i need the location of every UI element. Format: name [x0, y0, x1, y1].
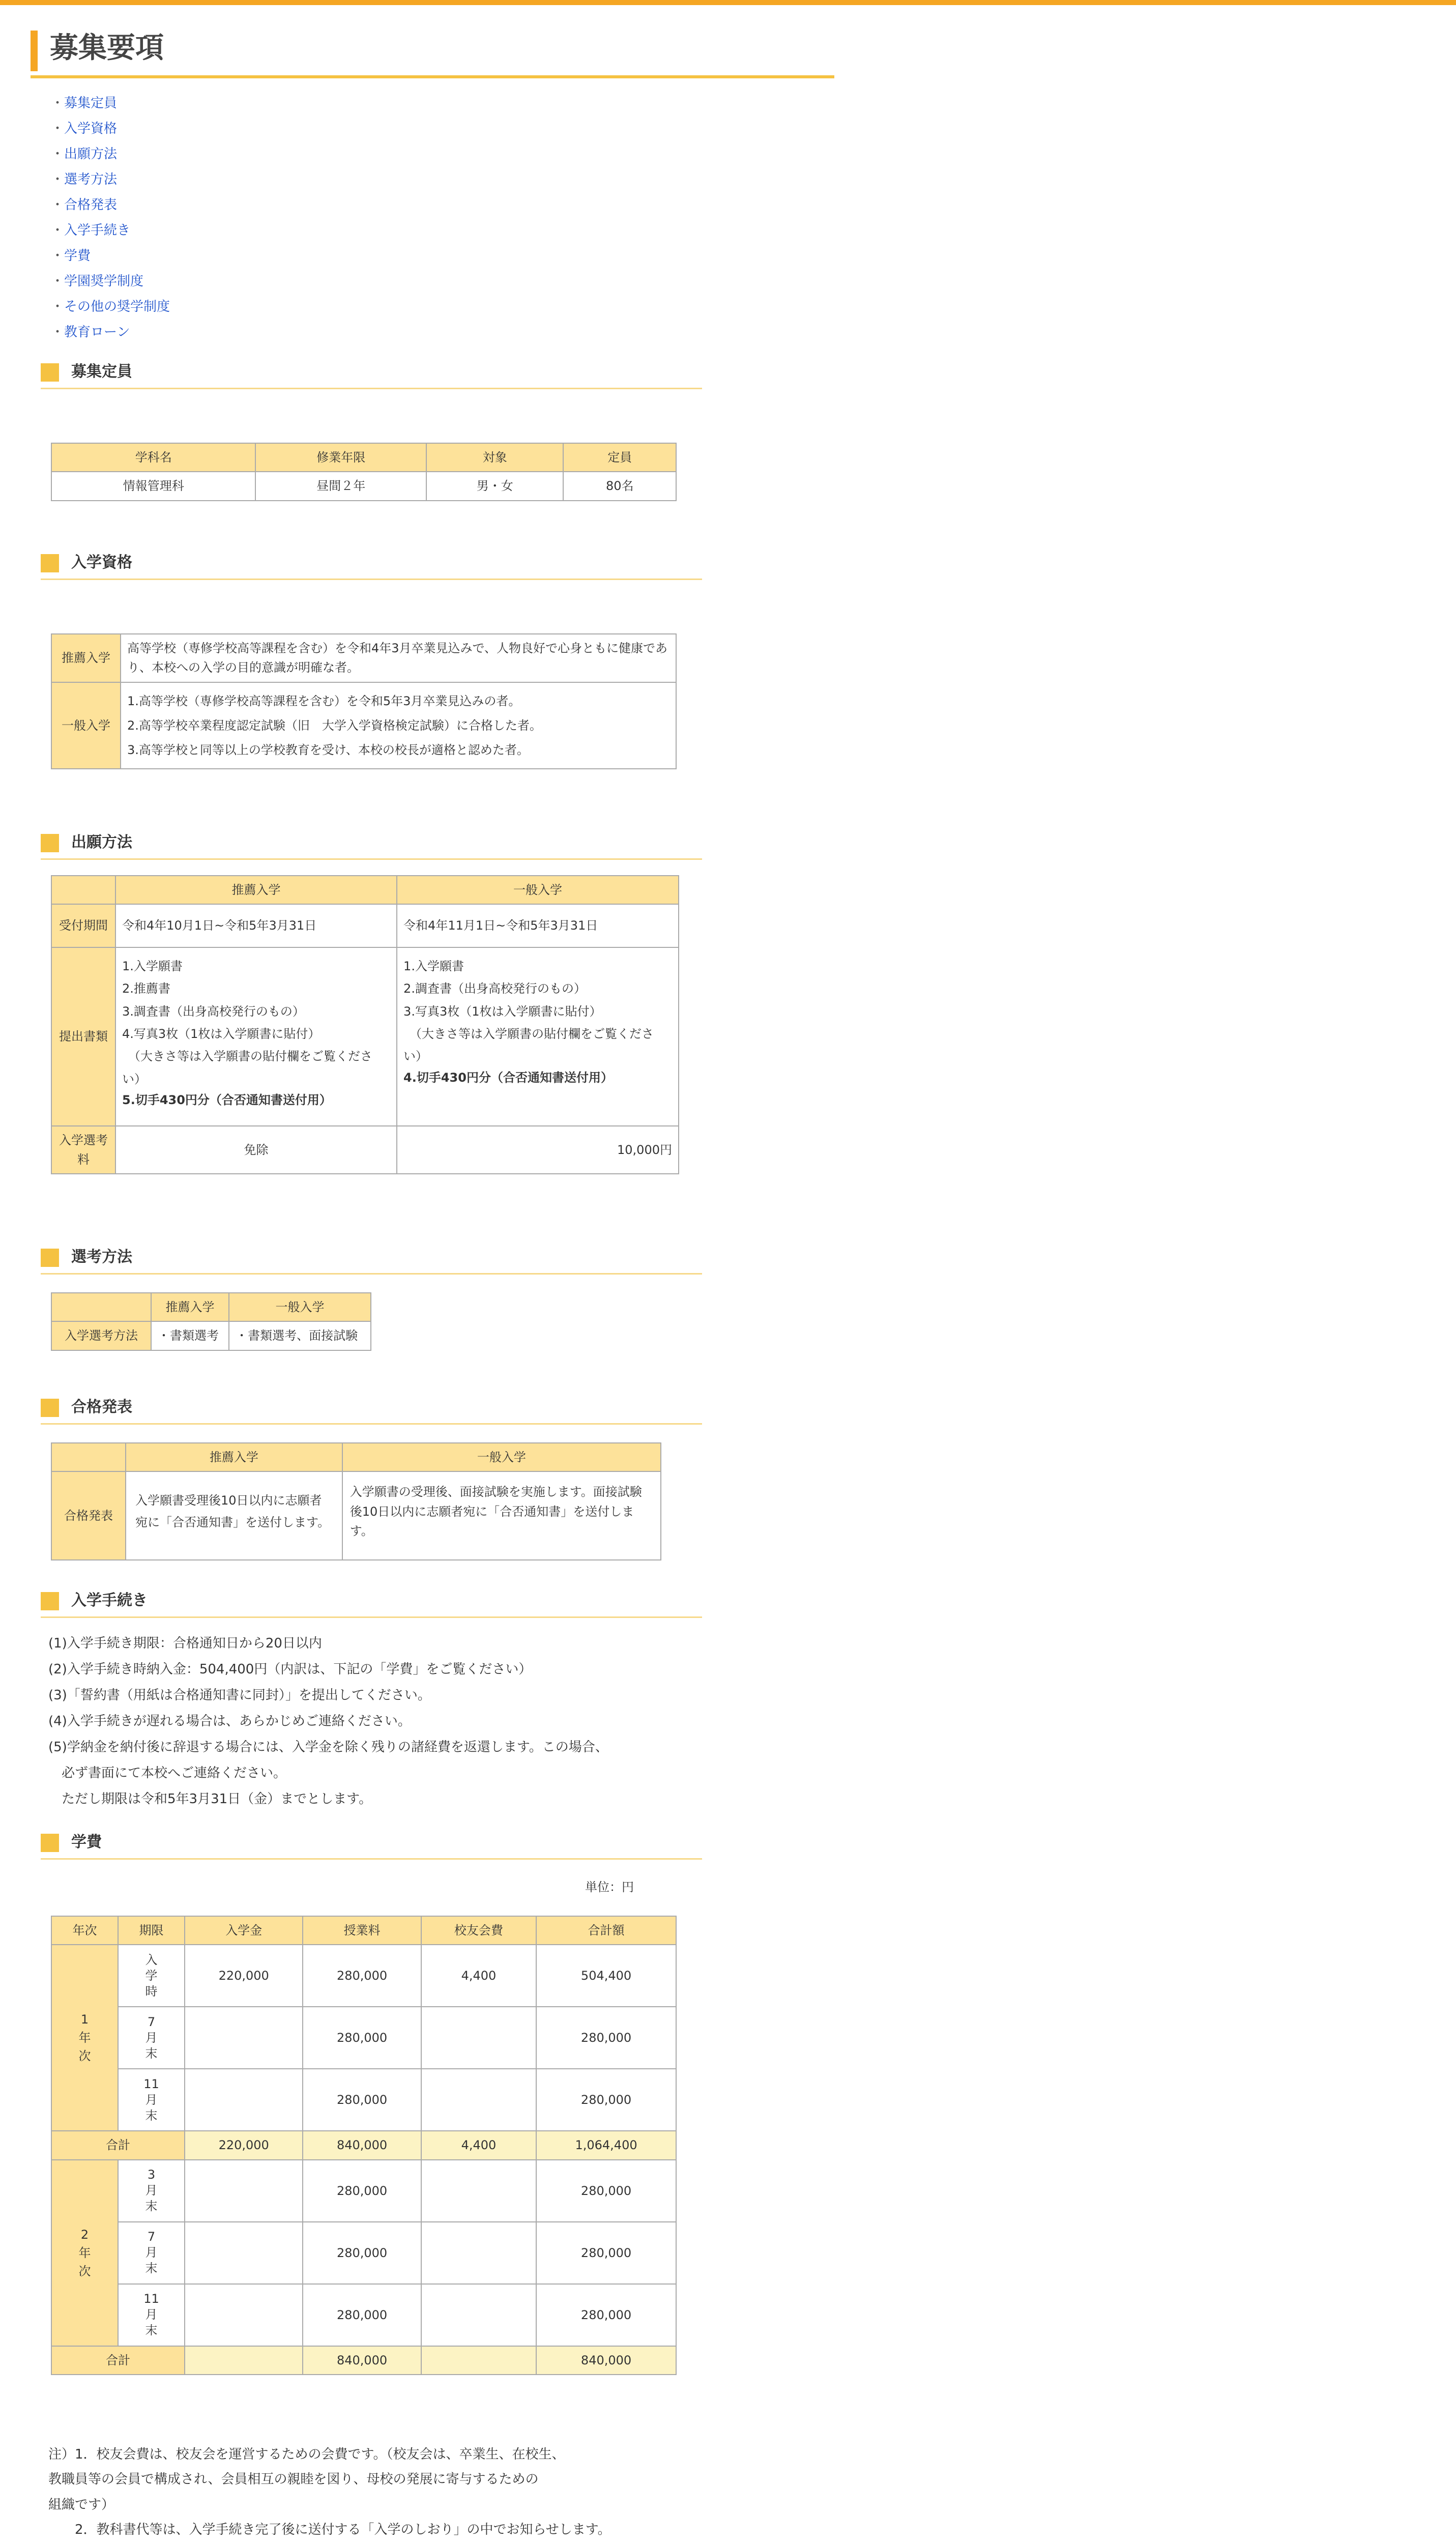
table-header-blank	[51, 1443, 126, 1471]
table-cell: 280,000	[303, 2160, 421, 2222]
section-heading-procedure: 入学手続き	[41, 1585, 702, 1618]
table-of-contents	[51, 91, 170, 345]
docs-stamp-note: 4.切手430円分（合否通知書送付用）	[403, 1070, 613, 1085]
capacity-table	[51, 443, 677, 501]
table-cell: 10,000円	[397, 1126, 679, 1174]
heading-square-icon	[41, 363, 59, 382]
page-title: 募集要項	[50, 32, 164, 65]
toc-link-capacity[interactable]: ・ 募集定員	[51, 91, 170, 116]
table-cell: 4,400	[421, 1945, 536, 2007]
total-cell: 840,000	[303, 2131, 421, 2159]
table-cell: 昼間２年	[255, 472, 426, 500]
table-cell: 220,000	[185, 1945, 303, 2007]
table-cell	[185, 2222, 303, 2284]
table-cell: 280,000	[303, 1945, 421, 2007]
table-cell: 504,400	[536, 1945, 676, 2007]
total-cell: 840,000	[303, 2346, 421, 2375]
table-header: 推薦入学	[115, 876, 397, 904]
toc-link-school-scholarship[interactable]: ・ 学園奨学制度	[51, 269, 170, 294]
table-cell	[421, 2284, 536, 2346]
table-cell: 令和4年10月1日~令和5年3月31日	[115, 904, 397, 947]
table-header: 校友会費	[421, 1916, 536, 1945]
table-header: 学科名	[51, 443, 255, 472]
table-cell: 280,000	[303, 2284, 421, 2346]
table-header: 推薦入学	[151, 1293, 229, 1321]
table-cell	[421, 2069, 536, 2131]
table-cell	[397, 947, 679, 1126]
term-label: 7 月 末	[118, 2222, 185, 2284]
table-cell	[421, 2160, 536, 2222]
table-cell	[421, 2007, 536, 2069]
total-cell: 840,000	[536, 2346, 676, 2375]
table-cell: ・書類選考	[151, 1321, 229, 1350]
table-cell: 免除	[115, 1126, 397, 1174]
total-cell: 220,000	[185, 2131, 303, 2159]
table-header: 入学金	[185, 1916, 303, 1945]
total-label: 合計	[51, 2346, 185, 2375]
table-cell: 280,000	[536, 2007, 676, 2069]
heading-square-icon	[41, 1834, 59, 1852]
table-header-blank	[51, 1293, 151, 1321]
term-label: 入 学 時	[118, 1945, 185, 2007]
table-cell: 情報管理科	[51, 472, 255, 500]
table-cell: ・書類選考、面接試験	[229, 1321, 371, 1350]
table-cell	[185, 2160, 303, 2222]
table-cell: 令和4年11月1日~令和5年3月31日	[397, 904, 679, 947]
announcement-table	[51, 1442, 661, 1560]
toc-link-qualification[interactable]: ・ 入学資格	[51, 116, 170, 141]
heading-square-icon	[41, 1249, 59, 1267]
table-cell: 280,000	[536, 2284, 676, 2346]
table-header: 推薦入学	[126, 1443, 342, 1471]
application-table	[51, 875, 679, 1174]
table-header: 一般入学	[397, 876, 679, 904]
table-cell: 1.高等学校（専修学校高等課程を含む）を令和5年3月卒業見込みの者。 2.高等学校卒業程度認定試験（旧 大学入学資格検定試験）に合格した者。 3.高等学校と同等以上の学校教育を受け、本校の校長が適格と認めた者。	[121, 682, 676, 769]
total-cell: 4,400	[421, 2131, 536, 2159]
table-cell: 280,000	[536, 2222, 676, 2284]
table-cell	[185, 2284, 303, 2346]
table-header: 対象	[426, 443, 563, 472]
row-label: 合格発表	[51, 1471, 126, 1559]
docs-list: 1.入学願書 2.調査書（出身高校発行のもの） 3.写真3枚（1枚は入学願書に貼付） （大きさ等は入学願書の貼付欄をご覧ください）	[403, 959, 654, 1064]
toc-link-application[interactable]: ・ 出願方法	[51, 141, 170, 167]
term-label: 11 月 末	[118, 2284, 185, 2346]
table-cell: 280,000	[303, 2222, 421, 2284]
table-cell: 280,000	[303, 2007, 421, 2069]
page-header	[31, 19, 834, 78]
toc-link-other-scholarship[interactable]: ・ その他の奨学制度	[51, 294, 170, 320]
table-cell: 男・女	[426, 472, 563, 500]
row-label: 推薦入学	[51, 634, 121, 682]
section-heading-qualification: 入学資格	[41, 547, 702, 580]
table-cell: 高等学校（専修学校高等課程を含む）を令和4年3月卒業見込みで、人物良好で心身ともに健康であり、本校への入学の目的意識が明確な者。	[121, 634, 676, 682]
section-heading-capacity: 募集定員	[41, 356, 702, 389]
table-cell: 280,000	[303, 2069, 421, 2131]
table-cell	[421, 2222, 536, 2284]
docs-stamp-note: 5.切手430円分（合否通知書送付用）	[122, 1093, 332, 1108]
total-cell	[421, 2346, 536, 2375]
table-header: 修業年限	[255, 443, 426, 472]
table-header: 一般入学	[342, 1443, 661, 1471]
row-label: 受付期間	[51, 904, 115, 947]
procedure-text: (1)入学手続き期限：合格通知日から20日以内 (2)入学手続き時納入金：504,400円（内訳は、下記の「学費」をご覧ください） (3)「誓約書（用紙は合格通知書に同封）」を提出してください。 (4)入学手続きが遅れる場合は、あらかじめご連絡ください。 (5)学納金を納付後に辞退する場合には、入学金を除く残りの諸経費を返還します。この場合、 必ず書面にて本校へご連絡ください。 ただし期限は令和5年3月31日（金）までとします。	[48, 1636, 608, 1807]
table-header: 授業料	[303, 1916, 421, 1945]
table-cell	[185, 2007, 303, 2069]
docs-list: 1.入学願書 2.推薦書 3.調査書（出身高校発行のもの） 4.写真3枚（1枚は入学願書に貼付） （大きさ等は入学願書の貼付欄をご覧ください）	[122, 959, 372, 1086]
toc-link-tuition[interactable]: ・ 学費	[51, 243, 170, 269]
table-cell	[185, 2069, 303, 2131]
table-header: 合計額	[536, 1916, 676, 1945]
section-heading-announcement: 合格発表	[41, 1392, 702, 1425]
year-label: 2 年 次	[51, 2160, 118, 2346]
table-cell	[115, 947, 397, 1126]
table-cell: 80名	[563, 472, 676, 500]
tuition-notes: 注）1．校友会費は、校友会を運営するための会費です。（校友会は、卒業生、在校生、 教職員等の会員で構成され、会員相互の親睦を図り、母校の発展に寄与するための 組織です） 2．教科書代等は、入学手続き完了後に送付する「入学のしおり」の中でお知らせします。	[48, 2447, 611, 2538]
title-accent-bar	[31, 31, 38, 71]
row-label: 入学選考料	[51, 1126, 115, 1174]
table-header: 定員	[563, 443, 676, 472]
table-cell: 入学願書受理後10日以内に志願者宛に「合否通知書」を送付します。	[126, 1471, 342, 1559]
selection-table	[51, 1292, 371, 1351]
heading-square-icon	[41, 834, 59, 852]
total-cell	[185, 2346, 303, 2375]
section-heading-application: 出願方法	[41, 827, 702, 860]
total-label: 合計	[51, 2131, 185, 2159]
table-cell: 280,000	[536, 2069, 676, 2131]
year-label: 1 年 次	[51, 1945, 118, 2131]
term-label: 7 月 末	[118, 2007, 185, 2069]
top-accent-bar	[0, 0, 1456, 5]
term-label: 3 月 末	[118, 2160, 185, 2222]
row-label: 提出書類	[51, 947, 115, 1126]
table-cell: 280,000	[536, 2160, 676, 2222]
term-label: 11 月 末	[118, 2069, 185, 2131]
table-header-blank	[51, 876, 115, 904]
heading-square-icon	[41, 1592, 59, 1610]
toc-link-loan[interactable]: ・ 教育ローン	[51, 320, 170, 345]
table-header: 期限	[118, 1916, 185, 1945]
row-label: 一般入学	[51, 682, 121, 769]
table-header: 一般入学	[229, 1293, 371, 1321]
unit-label: 単位：円	[585, 1880, 634, 1894]
section-heading-tuition: 学費	[41, 1827, 702, 1860]
row-label: 入学選考方法	[51, 1321, 151, 1350]
toc-link-announcement[interactable]: ・ 合格発表	[51, 192, 170, 218]
heading-square-icon	[41, 554, 59, 572]
table-cell: 入学願書の受理後、面接試験を実施します。面接試験後10日以内に志願者宛に「合否通知書」を送付します。	[342, 1471, 661, 1559]
toc-link-procedure[interactable]: ・ 入学手続き	[51, 218, 170, 243]
total-cell: 1,064,400	[536, 2131, 676, 2159]
table-header: 年次	[51, 1916, 118, 1945]
heading-square-icon	[41, 1399, 59, 1417]
toc-link-selection[interactable]: ・ 選考方法	[51, 167, 170, 192]
tuition-table	[51, 1916, 677, 2375]
qualification-table	[51, 633, 677, 769]
section-heading-selection: 選考方法	[41, 1241, 702, 1275]
